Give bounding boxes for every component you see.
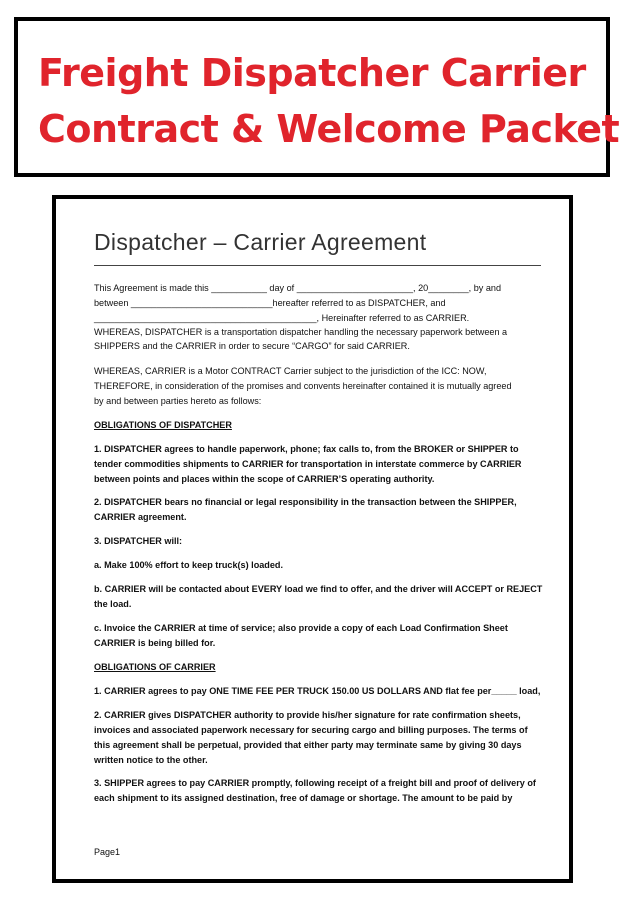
agreement-line: 1. DISPATCHER agrees to handle paperwork, phone; fax calls to, from the BROKER or SHIPPER to — [94, 444, 519, 454]
banner-title-line-1: Freight Dispatcher Carrier — [38, 51, 586, 95]
agreement-line: this agreement shall be perpetual, provided that either party may terminate same by giving 30 days — [94, 740, 522, 750]
agreement-line: b. CARRIER will be contacted about EVERY load we find to offer, and the driver will ACCEPT or REJECT — [94, 584, 543, 594]
banner-title-line-2: Contract & Welcome Packet — [38, 107, 620, 151]
agreement-line: SHIPPERS and the CARRIER in order to secure “CARGO” for said CARRIER. — [94, 341, 410, 351]
title-banner — [14, 17, 620, 177]
agreement-line: WHEREAS, DISPATCHER is a transportation dispatcher handling the necessary paperwork between a — [94, 327, 508, 337]
agreement-line: ____________________________________________, Hereinafter referred to as CARRIER. — [94, 313, 470, 323]
agreement-line: CARRIER agreement. — [94, 512, 187, 522]
agreement-line: 2. CARRIER gives DISPATCHER authority to provide his/her signature for rate confirmation sheets, — [94, 710, 521, 720]
document-title: Dispatcher – Carrier Agreement — [94, 229, 427, 255]
agreement-line: 3. DISPATCHER will: — [94, 536, 183, 546]
agreement-line: This Agreement is made this ___________ day of _______________________, 20________, by and — [94, 283, 502, 293]
agreement-line: written notice to the other. — [94, 755, 208, 765]
page-number: Page1 — [94, 847, 121, 857]
agreement-line: by and between parties hereto as follows: — [94, 396, 262, 406]
agreement-line: WHEREAS, CARRIER is a Motor CONTRACT Carrier subject to the jurisdiction of the ICC: NOW, — [94, 366, 487, 376]
agreement-line: between ____________________________hereafter referred to as DISPATCHER, and — [94, 298, 446, 308]
agreement-line: each shipment to its assigned destination, free of damage or shortage. The amount to be paid by — [94, 793, 513, 803]
agreement-line: 1. CARRIER agrees to pay ONE TIME FEE PER TRUCK 150.00 US DOLLARS AND flat fee per_____ load, — [94, 686, 541, 696]
agreement-line: 2. DISPATCHER bears no financial or legal responsibility in the transaction between the SHIPPER, — [94, 497, 517, 507]
title-divider — [94, 265, 541, 266]
agreement-document-page — [52, 195, 573, 883]
agreement-line: between points and places within the scope of CARRIER’S operating authority. — [94, 474, 435, 484]
section-heading-dispatcher: OBLIGATIONS OF DISPATCHER — [94, 420, 232, 430]
agreement-line: 3. SHIPPER agrees to pay CARRIER promptly, following receipt of a freight bill and proof of delivery of — [94, 778, 536, 788]
agreement-line: a. Make 100% effort to keep truck(s) loaded. — [94, 560, 284, 570]
agreement-line: the load. — [94, 599, 132, 609]
agreement-line: tender commodities shipments to CARRIER for transportation in interstate commerce by CARRIER — [94, 459, 522, 469]
section-heading-carrier: OBLIGATIONS OF CARRIER — [94, 662, 216, 672]
agreement-line: THEREFORE, in consideration of the promises and convents hereinafter contained it is mutually agreed — [94, 381, 512, 391]
agreement-line: c. Invoice the CARRIER at time of service; also provide a copy of each Load Confirmation Sheet — [94, 623, 508, 633]
agreement-line: invoices and associated paperwork necessary for securing cargo and billing purposes. The terms of — [94, 725, 528, 735]
agreement-line: CARRIER is being billed for. — [94, 638, 216, 648]
